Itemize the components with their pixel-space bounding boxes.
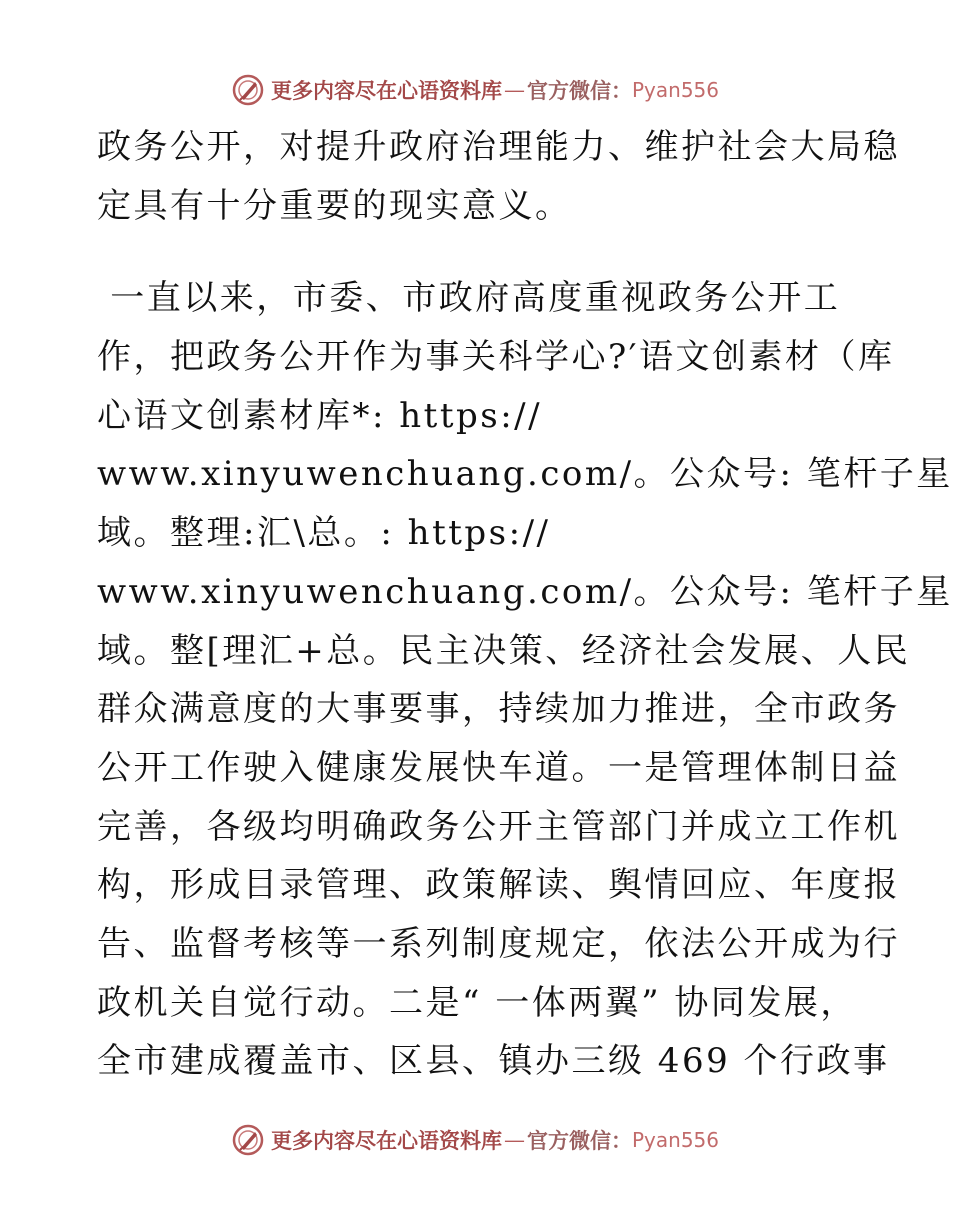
document-body <box>97 118 953 1091</box>
text-line: 政务公开，对提升政府治理能力、维护社会大局稳 <box>97 127 900 167</box>
text-line: 构，形成目录管理、政策解读、舆情回应、年度报 <box>97 865 900 906</box>
banner-wechat-id: Pyan556 <box>631 1128 719 1152</box>
paragraph-1 <box>97 118 900 235</box>
quill-logo-icon <box>231 73 265 107</box>
quill-logo-icon <box>231 1123 265 1157</box>
banner-separator: — <box>503 1128 525 1152</box>
banner-separator: — <box>503 78 525 102</box>
text-line: 完善，各级均明确政务公开主管部门并成立工作机 <box>97 806 900 847</box>
banner-brand-text: 更多内容尽在心语资料库 <box>270 1128 502 1153</box>
text-line: 域。整理:汇\总。: https:// <box>97 513 551 554</box>
text-line: www.xinyuwenchuang.com/。公众号: 笔杆子星 <box>97 454 953 495</box>
text-line: 心语文创素材库*: https:// <box>97 395 543 436</box>
text-line: 告、监督考核等一系列制度规定，依法公开成为行 <box>97 923 900 964</box>
paragraph-2 <box>97 269 953 1091</box>
banner-brand-text: 更多内容尽在心语资料库 <box>270 78 502 103</box>
text-line: 一直以来，市委、市政府高度重视政务公开工 <box>97 278 841 319</box>
text-line: 作，把政务公开作为事关科学心?′语文创素材（库 <box>97 337 895 378</box>
banner-official-label: 官方微信： <box>526 78 632 103</box>
text-line: www.xinyuwenchuang.com/。公众号: 笔杆子星 <box>97 571 953 612</box>
footer-banner <box>0 1120 950 1160</box>
text-line: 定具有十分重要的现实意义。 <box>97 185 572 226</box>
banner-official-label: 官方微信： <box>526 1128 632 1153</box>
text-line: 政机关自觉行动。二是“ 一体两翼” 协同发展， <box>97 982 857 1023</box>
text-line: 全市建成覆盖市、区县、镇办三级 469 个行政事 <box>97 1041 890 1082</box>
text-line: 群众满意度的大事要事，持续加力推进，全市政务 <box>97 689 900 730</box>
text-line: 公开工作驶入健康发展快车道。一是管理体制日益 <box>97 747 900 788</box>
text-line: 域。整[理汇+总。民主决策、经济社会发展、人民 <box>97 630 911 671</box>
paragraph-gap <box>97 235 857 269</box>
header-banner <box>0 70 950 110</box>
banner-wechat-id: Pyan556 <box>631 78 719 102</box>
